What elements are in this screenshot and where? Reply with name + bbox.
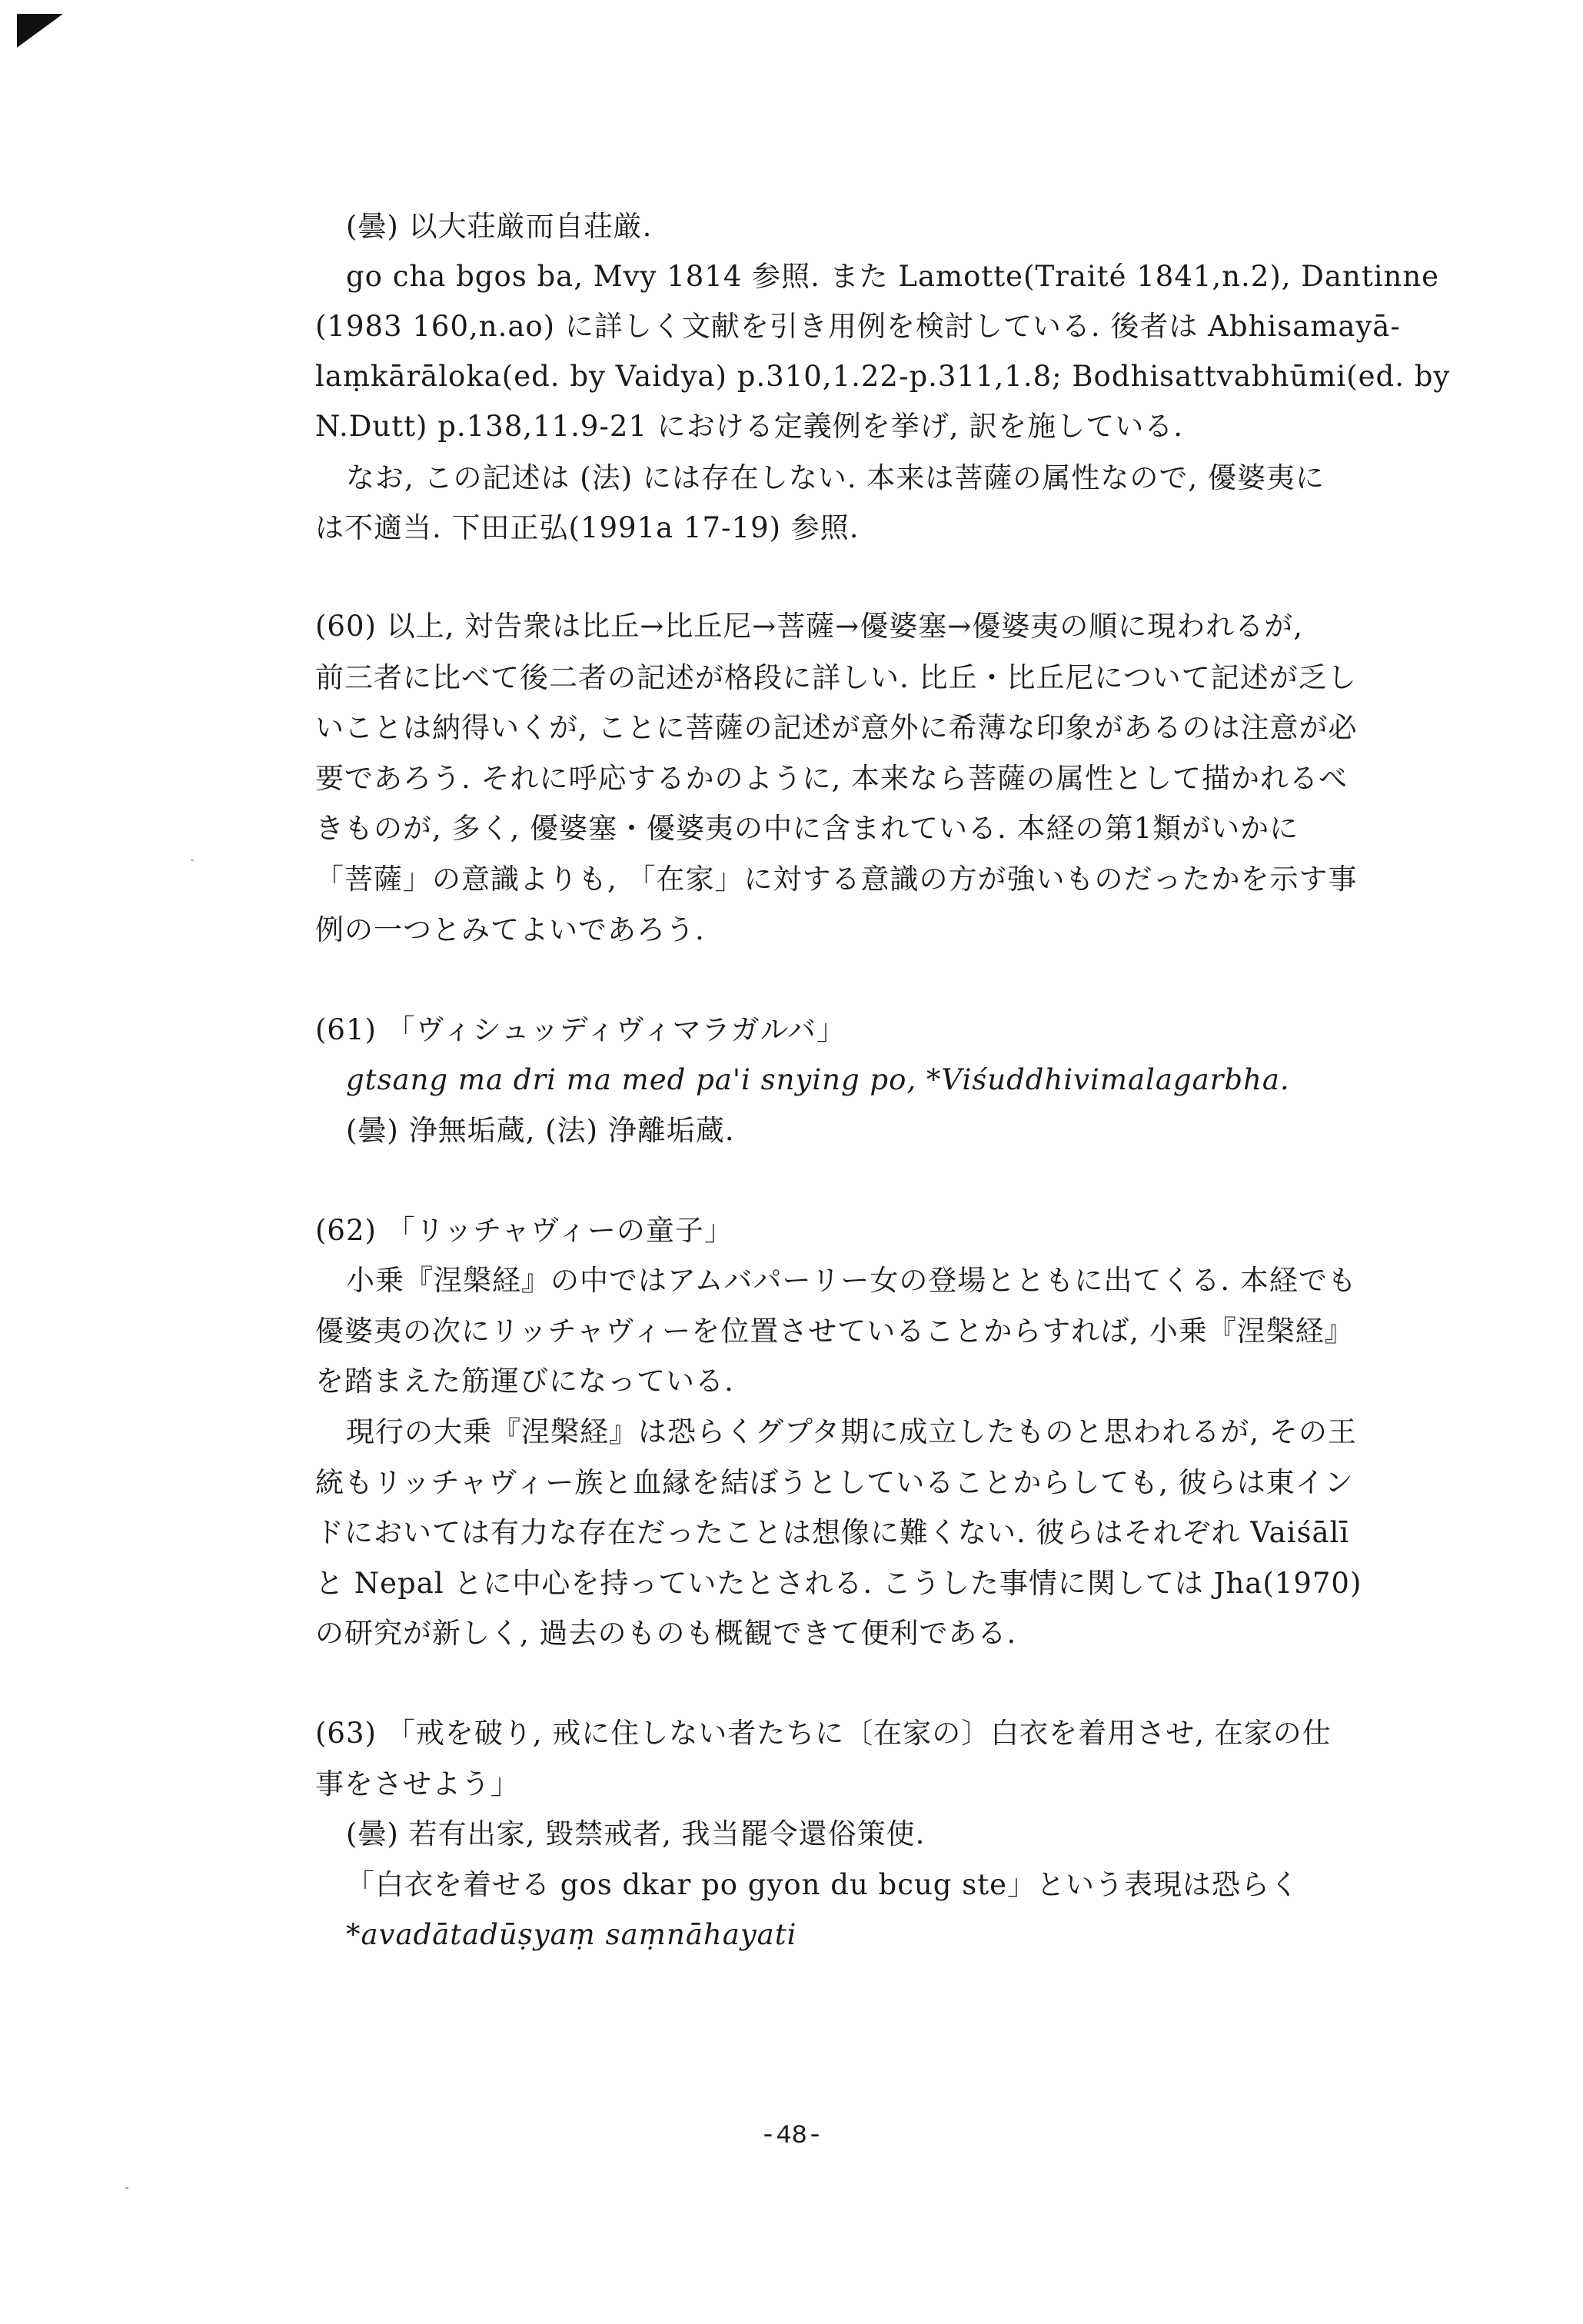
text-line: (曇) 若有出家, 毀禁戒者, 我当罷令還俗策使. <box>346 1817 926 1850</box>
text-line: の研究が新しく, 過去のものも概観できて便利である. <box>315 1617 1017 1650</box>
text-line: 統もリッチャヴィー族と血縁を結ぼうとしていることからしても, 彼らは東イン <box>315 1466 1354 1499</box>
corner-mark <box>17 14 63 48</box>
text-line: (曇) 浄無垢蔵, (法) 浄離垢蔵. <box>346 1114 735 1147</box>
text-line: いことは納得いくが, ことに菩薩の記述が意外に希薄な印象があるのは注意が必 <box>315 711 1358 744</box>
text-line: N.Dutt) p.138,11.9-21 における定義例を挙げ, 訳を施している. <box>315 410 1184 443</box>
text-line: を踏まえた筋運びになっている. <box>315 1365 734 1398</box>
text-line: 前三者に比べて後二者の記述が格段に詳しい. 比丘・比丘尼について記述が乏し <box>315 661 1357 694</box>
scan-speck <box>125 2187 128 2189</box>
text-line: (曇) 以大荘厳而自荘厳. <box>346 210 653 243</box>
text-line: (1983 160,n.ao) に詳しく文献を引き用例を検討している. 後者は Abhisamayā- <box>315 310 1401 343</box>
text-line: 例の一つとみてよいであろう. <box>315 913 705 946</box>
footnote-60-line: (60) 以上, 対告衆は比丘→比丘尼→菩薩→優婆塞→優婆夷の順に現われるが, <box>315 610 1304 643</box>
text-line: と Nepal とに中心を持っていたとされる. こうした事情に関しては Jha(1970) <box>315 1567 1362 1600</box>
text-line: 現行の大乗『涅槃経』は恐らくグプタ期に成立したものと思われるが, その王 <box>346 1415 1357 1448</box>
text-line: 要であろう. それに呼応するかのように, 本来なら菩薩の属性として描かれるべ <box>315 762 1349 795</box>
text-line: gtsang ma dri ma med pa'i snying po, *Viśuddhivimalagarbha. <box>346 1063 1290 1096</box>
text-line: 事をさせよう」 <box>315 1767 520 1800</box>
text-line: 小乗『涅槃経』の中ではアムバパーリー女の登場とともに出てくる. 本経でも <box>346 1264 1357 1297</box>
footnote-62-line: (62) 「リッチャヴィーの童子」 <box>315 1214 733 1247</box>
text-line: go cha bgos ba, Mvy 1814 参照. また Lamotte(Traité 1841,n.2), Dantinne <box>346 260 1440 293</box>
text-line: *avadātadūṣyaṃ saṃnāhayati <box>346 1918 797 1951</box>
text-line: きものが, 多く, 優婆塞・優婆夷の中に含まれている. 本経の第1類がいかに <box>315 812 1299 845</box>
text-line: ドにおいては有力な存在だったことは想像に難くない. 彼らはそれぞれ Vaiśālī <box>315 1516 1350 1549</box>
text-line: laṃkārāloka(ed. by Vaidya) p.310,1.22-p.311,1.8; Bodhisattvabhūmi(ed. by <box>315 360 1451 393</box>
footnote-61-line: (61) 「ヴィシュッディヴィマラガルバ」 <box>315 1013 846 1046</box>
text-line: は不適当. 下田正弘(1991a 17-19) 参照. <box>315 511 860 544</box>
text-line: 優婆夷の次にリッチャヴィーを位置させていることからすれば, 小乗『涅槃経』 <box>315 1315 1354 1348</box>
text-line: 「菩薩」の意識よりも, 「在家」に対する意識の方が強いものだったかを示す事 <box>315 863 1358 896</box>
scan-speck <box>191 859 194 861</box>
page-number: -48- <box>760 2122 823 2151</box>
text-line: なお, この記述は (法) には存在しない. 本来は菩薩の属性なので, 優婆夷に <box>346 461 1325 494</box>
text-line: 「白衣を着せる gos dkar po gyon du bcug ste」という表現は恐らく <box>346 1868 1299 1901</box>
footnote-63-line: (63) 「戒を破り, 戒に住しない者たちに〔在家の〕白衣を着用させ, 在家の仕 <box>315 1717 1332 1750</box>
